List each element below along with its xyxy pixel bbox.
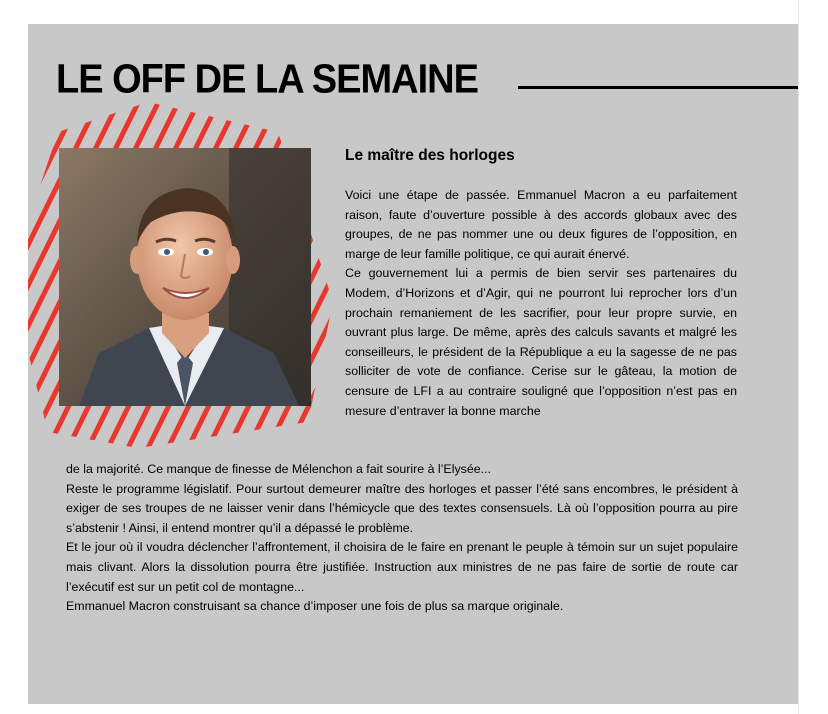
paragraph-1: Voici une étape de passée. Emmanuel Macron a eu parfaitement raison, faute d’ouverture possible à des accords globaux avec des groupes, de ne pas nommer une ou deux figures de l’opposition, en marge de leur famille politique, ce qui aurait énervé.	[345, 188, 737, 261]
article-full-width	[66, 460, 738, 617]
paragraph-2: Ce gouvernement lui a permis de bien servir ses partenaires du Modem, d’Horizons et d’Agir, qui ne pourront lui reprocher lors d’un prochain remaniement de les sacrifier, pour leur propre survie, en ouvrant plus large. De même, après des calculs savants et malgré les conseilleurs, le président de la République a eu la sagesse de ne pas solliciter de vote de confiance. Cerise sur le gâteau, la motion de censure de LFI a au contraire souligné que l’opposition n’est pas en mesure d’entraver la bonne marche	[345, 266, 737, 418]
section-title: LE OFF DE LA SEMAINE	[56, 57, 478, 103]
paragraph-5: Et le jour où il voudra déclencher l’affrontement, il choisira de le faire en prenant le peuple à témoin sur un sujet populaire mais clivant. Alors la dissolution pourra être justifiée. Instruction aux ministres de ne pas faire de sortie de route car l’exécutif est sur un petit col de montagne...	[66, 540, 738, 594]
portrait-photo	[59, 148, 311, 406]
paragraph-4: Reste le programme législatif. Pour surtout demeurer maître des horloges et passer l’été sans encombres, le président à exiger de ses troupes de ne laisser venir dans l’hémicycle que des textes consensuels. Là où l’opposition pourra au pire s’abstenir ! Ainsi, il entend montrer qu’il a dépassé le problème.	[66, 481, 738, 535]
page-edge	[798, 0, 799, 714]
article-column	[345, 186, 737, 421]
article-title: Le maître des horloges	[345, 147, 515, 164]
paragraph-3: de la majorité. Ce manque de finesse de Mélenchon a fait sourire à l’Elysée...	[66, 462, 491, 476]
paragraph-6: Emmanuel Macron construisant sa chance d’imposer une fois de plus sa marque originale.	[66, 599, 564, 614]
title-rule	[518, 86, 798, 89]
